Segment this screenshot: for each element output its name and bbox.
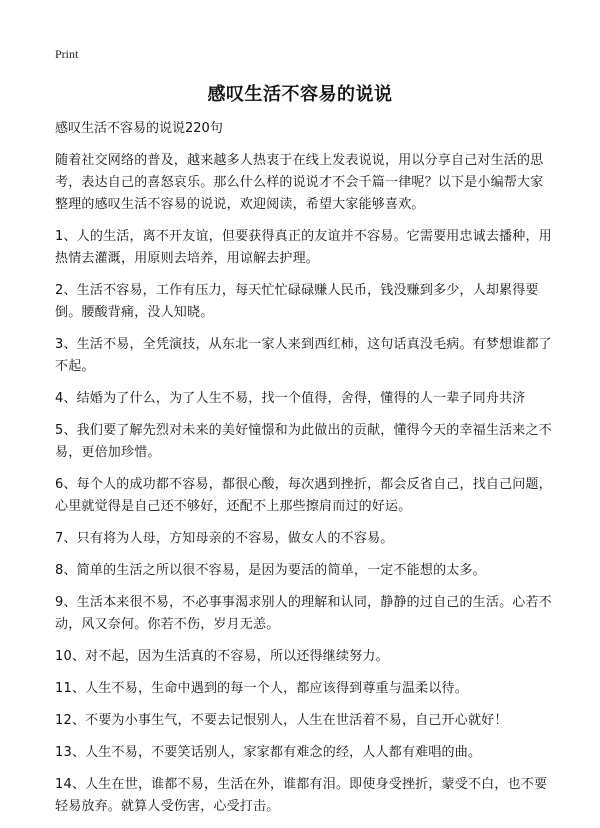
quote-list — [55, 226, 553, 818]
article-subtitle: 感叹生活不容易的说说220句 — [55, 121, 223, 136]
quote-item-12: 12、不要为小事生气，不要去记恨别人，人生在世活着不易，自己开心就好！ — [55, 713, 508, 728]
quote-item-2: 2、生活不容易，工作有压力，每天忙忙碌碌赚人民币，钱没赚到多少，人却累得要倒。腰酸背痛，没人知晓。 — [55, 283, 539, 320]
print-link[interactable]: Print — [55, 47, 79, 61]
quote-item-14: 14、人生在世，谁都不易，生活在外，谁都有泪。即使身受挫折，蒙受不白，也不要轻易放弃。就算人受伤害，心受打击。 — [55, 777, 548, 814]
page-title: 感叹生活不容易的说说 — [207, 84, 393, 105]
quote-item-9: 9、生活本来很不易，不必事事渴求别人的理解和认同，静静的过自己的生活。心若不动，风又奈何。你若不伤，岁月无恙。 — [55, 595, 552, 632]
quote-item-4: 4、结婚为了什么，为了人生不易，找一个值得，舍得，懂得的人一辈子同舟共济 — [55, 391, 526, 406]
article-body — [55, 120, 553, 828]
quote-item-8: 8、简单的生活之所以很不容易，是因为要活的简单，一定不能想的太多。 — [55, 563, 486, 578]
quote-item-3: 3、生活不易，全凭演技，从东北一家人来到西红柿，这句话真没毛病。有梦想谁都了不起。 — [55, 337, 552, 374]
quote-item-5: 5、我们要了解先烈对未来的美好憧憬和为此做出的贡献，懂得今天的幸福生活来之不易，更倍加珍惜。 — [55, 423, 552, 460]
quote-item-13: 13、人生不易，不要笑话别人，家家都有难念的经，人人都有难唱的曲。 — [55, 745, 482, 760]
quote-item-7: 7、只有将为人母，方知母亲的不容易，做女人的不容易。 — [55, 531, 394, 546]
quote-item-1: 1、人的生活，离不开友谊，但要获得真正的友谊并不容易。它需要用忠诚去播种，用热情去灌溉，用原则去培养，用谅解去护理。 — [55, 229, 552, 266]
quote-item-10: 10、对不起，因为生活真的不容易，所以还得继续努力。 — [55, 649, 389, 664]
quote-item-11: 11、人生不易，生命中遇到的每一个人，都应该得到尊重与温柔以待。 — [55, 681, 468, 696]
quote-item-6: 6、每个人的成功都不容易，都很心酸，每次遇到挫折，都会反省自己，找自己问题，心里就觉得是自己还不够好，还配不上那些擦肩而过的好运。 — [55, 477, 552, 514]
intro-paragraph: 随着社交网络的普及，越来越多人热衷于在线上发表说说，用以分享自己对生活的思考，表达自己的喜怒哀乐。那么什么样的说说才不会千篇一律呢？以下是小编帮大家整理的感叹生活不容易的说说，欢迎阅读，希望大家能够喜欢。 — [55, 153, 544, 212]
